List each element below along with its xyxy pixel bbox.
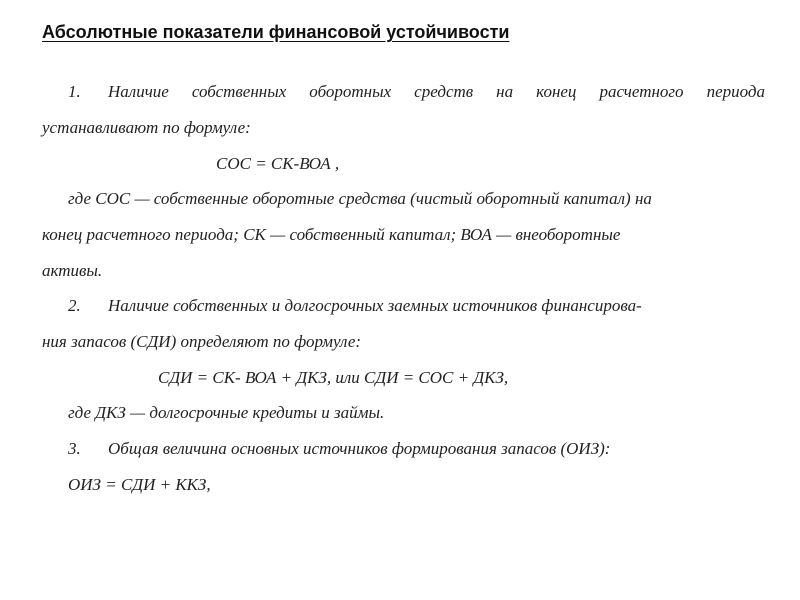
item-1-explanation-line-3: активы. [42, 261, 103, 280]
item-2-number: 2. [68, 296, 81, 315]
item-1-number: 1. [68, 82, 81, 101]
page-title: Абсолютные показатели финансовой устойчивости [42, 22, 510, 42]
item-3-number: 3. [68, 439, 81, 458]
item-1-formula: СОС = СК-ВОА , [216, 154, 340, 173]
item-2-line-2: ния запасов (СДИ) определяют по формуле: [42, 332, 362, 351]
item-1-text: Наличие собственных оборотных средств на конец расчетного периода [108, 82, 765, 101]
item-3-line-1 [68, 439, 610, 459]
item-2-explanation-line-1: где ДКЗ — долгосрочные кредиты и займы. [68, 403, 385, 422]
item-2-formula: СДИ = СК- ВОА + ДКЗ, или СДИ = СОС + ДКЗ, [158, 368, 509, 387]
item-1-line-2: устанавливают по формуле: [42, 118, 251, 137]
item-1-line-1 [68, 82, 765, 102]
item-3-formula: ОИЗ = СДИ + ККЗ, [68, 475, 211, 494]
item-3-text: Общая величина основных источников формирования запасов (ОИЗ): [108, 439, 611, 458]
item-1-explanation-line-1: где СОС — собственные оборотные средства (чистый оборотный капитал) на [68, 189, 652, 208]
item-2-line-1 [68, 296, 642, 316]
item-2-text: Наличие собственных и долгосрочных заемных источников финансирова- [108, 296, 642, 315]
item-1-explanation-line-2: конец расчетного периода; СК — собственный капитал; ВОА — внеоборотные [42, 225, 621, 244]
